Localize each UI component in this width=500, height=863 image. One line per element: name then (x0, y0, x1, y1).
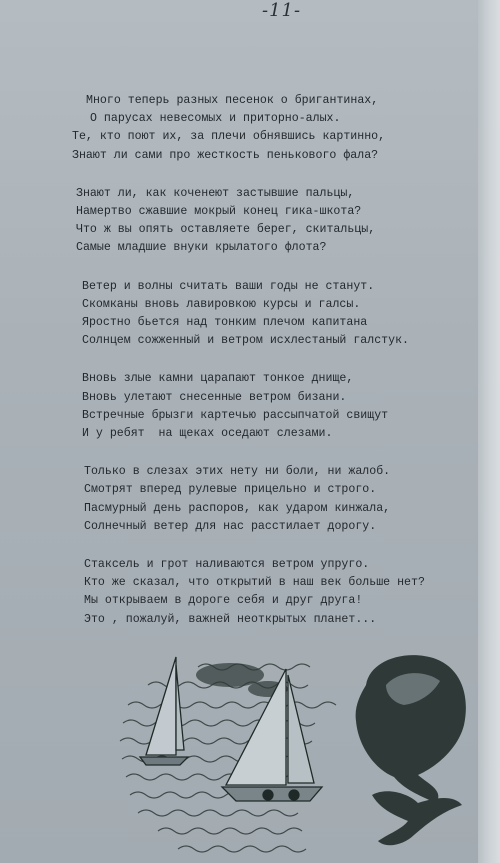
poem-line: Кто же сказал, что открытий в наш век больше нет? (84, 576, 425, 590)
poem-line: Смотрят вперед рулевые прицельно и строго. (84, 483, 377, 497)
sailboats-illustration (118, 645, 478, 863)
poem-line: Солнцем сожженный и ветром исхлестаный галстук. (82, 334, 409, 348)
poem-line: Вновь злые камни царапают тонкое днище, (82, 372, 354, 386)
poem-line: Солнечный ветер для нас расстилает дорогу. (84, 519, 377, 533)
poem-line: Мы открываем в дороге себя и друг друга! (84, 594, 363, 608)
poem-line: Знают ли сами про жесткость пенькового фала? (72, 148, 379, 162)
poem-line: Много теперь разных песенок о бригантинах, (86, 94, 379, 107)
poem-line: Это , пожалуй, важней неоткрытых планет... (84, 612, 377, 626)
poem-line: Стаксель и грот наливаются ветром упруго. (84, 558, 370, 572)
poem-line: Вновь улетают снесенные ветром бизани. (82, 390, 347, 404)
poem-line: Что ж вы опять оставляете берег, скитальцы, (76, 223, 376, 237)
poem-line: Встречные брызги картечью рассыпчатой свищут (82, 408, 389, 422)
poem-line: Пасмурный день распоров, как ударом кинжала, (84, 501, 391, 515)
poem-line: И у ребят на щеках оседают слезами. (82, 427, 333, 441)
poem-line: Самые младшие внуки крылатого флота? (76, 241, 327, 255)
stanza-6 (86, 556, 476, 629)
poem-line: Только в слезах этих нету ни боли, ни жалоб. (84, 465, 391, 479)
page-margin-strip (478, 0, 500, 863)
poem-line: Яростно бьется над тонким плечом капитана (82, 316, 368, 330)
poem-line: Те, кто поют их, за плечи обнявшись картинно, (72, 130, 386, 144)
stanza-1 (72, 92, 476, 165)
poem-line: Знают ли, как коченеют застывшие пальцы, (76, 186, 355, 200)
page-number: -11- (262, 0, 302, 21)
stanza-2 (76, 185, 476, 258)
stanza-5 (86, 463, 476, 536)
poem-line: О парусах невесомых и приторно-алых. (90, 112, 341, 126)
stanza-3 (82, 278, 476, 351)
poem-line: Намертво сжавшие мокрый конец гика-шкота? (76, 205, 362, 219)
poem-line: Ветер и волны считать ваши годы не станут. (82, 279, 375, 293)
left-sailboat (140, 657, 188, 765)
stanza-4 (82, 370, 476, 443)
poem-line: Скомканы вновь лавировкою курсы и галсы. (82, 297, 361, 311)
poem-text (72, 92, 476, 649)
